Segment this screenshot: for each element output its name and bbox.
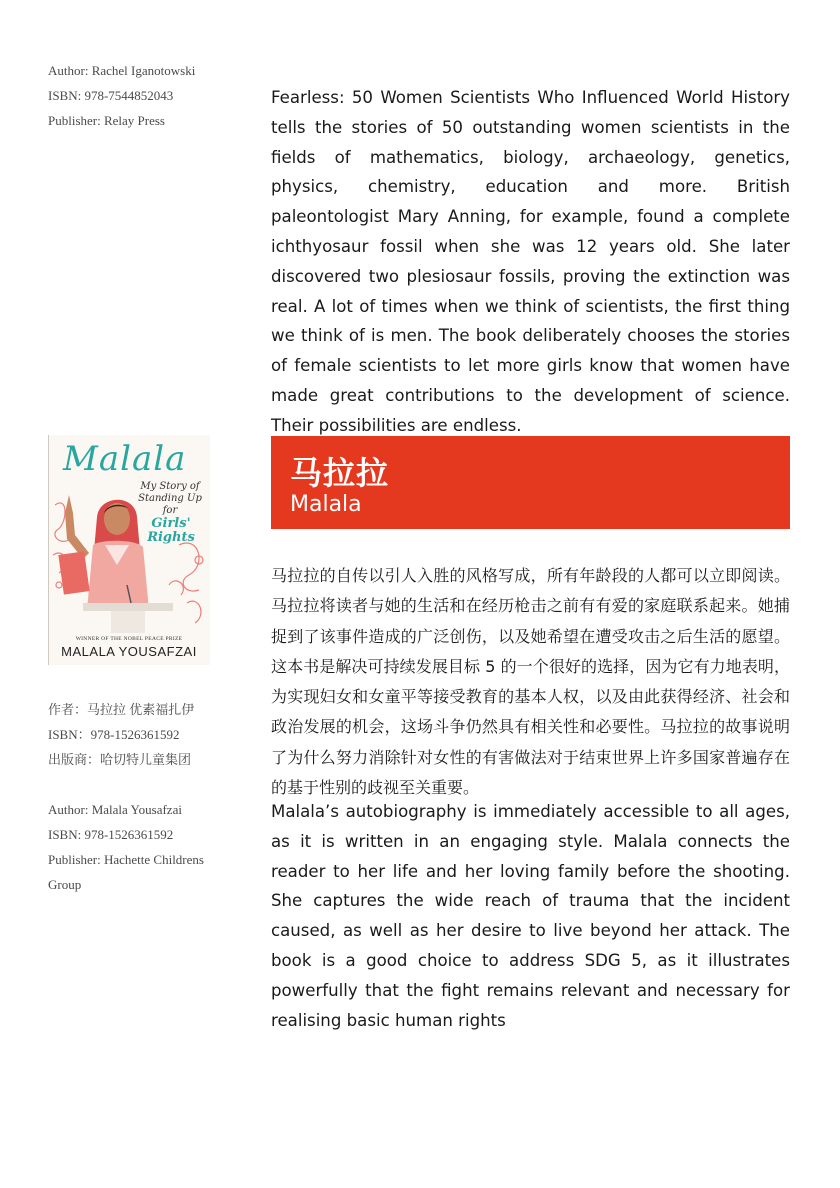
book2-isbn-cn: ISBN：978-1526361592 [48,727,180,742]
book1-author: Author: Rachel Iganotowski [48,63,196,78]
book2-metadata-en [48,797,238,897]
book1-description: Fearless: 50 Women Scientists Who Influenced World History tells the stories of 50 outstanding women scientists in the fields of mathematics, biology, archaeology, genetics, physics, chemistry, education and more. British paleontologist Mary Anning, for example, found a complete ichthyosaur fossil when she was 12 years old. She later discovered two plesiosaur fossils, proving the extinction was real. A lot of times when we think of scientists, the first thing we think of is men. The book deliberately chooses the stories of female scientists to let more girls know that women have made great contributions to the development of science. Their possibilities are endless. [271,88,790,435]
book2-metadata-cn [48,697,194,772]
book2-title-banner [271,436,790,529]
cover-author: MALALA YOUSAFZAI [61,644,197,659]
book1-isbn: ISBN: 978-7544852043 [48,88,174,103]
book2-description-en: Malala’s autobiography is immediately accessible to all ages, as it is written in an engaging style. Malala connects the reader to her life and her loving family before the shooting. She captures the wide reach of trauma that the incident caused, as well as her desire to live beyond her attack. The book is a good choice to address SDG 5, as it illustrates powerfully that the fight remains relevant and necessary for realising basic human rights [271,802,790,1030]
book2-isbn-en: ISBN: 978-1526361592 [48,827,174,842]
book1-publisher: Publisher: Relay Press [48,113,165,128]
cover-title: Malala [63,439,187,479]
cover-subtitle-rights: Girls' Rights [147,516,195,545]
book2-publisher-en: Publisher: Hachette Childrens Group [48,852,204,892]
cover-subtitle: My Story of Standing Up for [138,481,202,516]
book2-author-en: Author: Malala Yousafzai [48,802,182,817]
book2-description-cn: 马拉拉的自传以引人入胜的风格写成，所有年龄段的人都可以立即阅读。马拉拉将读者与她的生活和在经历枪击之前有有爱的家庭联系起来。她捕捉到了该事件造成的广泛创伤，以及她希望在遭受攻击之后生活的愿望。 这本书是解决可持续发展目标 5 的一个很好的选择，因为它有力地表明，为实现妇女和女童平等接受教育的基本人权，以及由此获得经济、社会和政治发展的机会，这场斗争仍然具有相关性和必要性。马拉拉的故事说明了为什么努力消除针对女性的有害做法对于结束世界上许多国家普遍存在的基于性别的歧视至关重要。 [271,566,790,798]
book2-author-cn: 作者：马拉拉 优素福扎伊 [48,702,195,717]
cover-award: WINNER OF THE NOBEL PEACE PRIZE [75,636,183,642]
book2-publisher-cn: 出版商：哈切特儿童集团 [48,752,192,767]
malala-book-cover [48,435,210,665]
book1-metadata [48,58,195,133]
book2-title-en: Malala [290,492,362,517]
book2-title-cn: 马拉拉 [290,454,390,492]
